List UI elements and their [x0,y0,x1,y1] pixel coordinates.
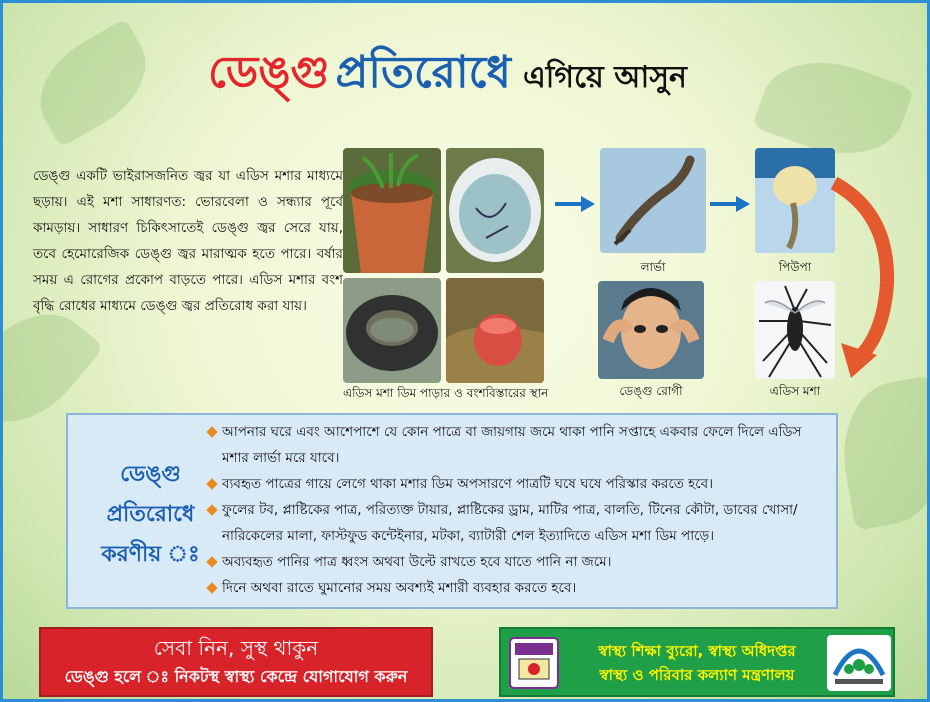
leaf-decoration [21,18,165,147]
measure-item: দিনে অথবা রাতে ঘুমানোর সময় অবশ্যই মশারী ব্যবহার করতে হবে। [208,575,828,601]
measures-heading [78,455,223,575]
poster-title [208,39,687,112]
intro-paragraph: ডেঙ্গু একটি ভাইরাসজনিত জ্বর যা এডিস মশার মাধ্যমে ছড়ায়। এই মশা সাধারণত: ভোরবেলা ও সন্ধ্যার পূর্বে কামড়ায়। সাধারণ চিকিৎসাতেই ডেঙ্গু জ্বর সেরে যায়, তবে হেমোরেজিক ডেঙ্গু জ্বর মারাত্মক হতে পারে। বর্ষার সময় এ রোগের প্রকোপ বাড়তে পারে। এডিস মশার বংশ বৃদ্ধি রোধের মাধ্যমে ডেঙ্গু জ্বর প্রতিরোধ করা যায়। [33,168,343,314]
title-come-forward: এগিয়ে আসুন [522,60,687,95]
larva-caption: লার্ভা [640,260,666,274]
dengue-patient-photo [598,281,704,379]
measure-item: ফুলের টব, প্লাষ্টিকের পাত্র, পরিত্যক্ত টায়ার, প্লাষ্টিকের ড্রাম, মাটির পাত্র, বালতি, টিনের কৌটা, ডাবের খোসা/নারিকেলের মালা, ফাস্টফুড কন্টেইনার, মটকা, ব্যাটারী শেল ইত্যাদিতে এডিস মশা ডিম পাড়ে। [208,497,828,549]
preventive-measures-box [66,413,838,609]
mosquito-caption: এডিস মশা [769,384,821,398]
container-photo [446,278,544,383]
patient-caption: ডেঙ্গু রোগী [619,384,683,398]
arrow-right-icon [553,193,597,215]
ministry-banner [499,627,895,697]
seek-care-banner [39,627,433,697]
seek-care-line1: সেবা নিন, সুস্থ থাকুন [153,636,319,660]
ministry-name: স্বাস্থ্য ও পরিবার কল্যাণ মন্ত্রণালয় [599,666,795,684]
measure-item: ব্যবহৃত পাত্রের গায়ে লেগে থাকা মশার ডিম অপসারণে পাত্রটি ঘষে ঘষে পরিস্কার করতে হবে। [208,471,828,497]
pupa-caption: পিউপা [778,260,812,274]
title-prevention: প্রতিরোধে [335,47,511,98]
ministry-logo-icon [827,635,891,691]
pupa-photo [755,148,835,253]
bureau-name: স্বাস্থ্য শিক্ষা ব্যুরো, স্বাস্থ্য অধিদপ্তর [598,642,796,660]
arrow-right-icon [708,193,752,215]
measure-item: অব্যবহৃত পানির পাত্র ধ্বংস অথবা উল্টে রাখতে হবে যাতে পানি না জমে। [208,549,828,575]
measures-heading-line1: ডেঙ্গু প্রতিরোধে [106,462,195,527]
leaf-decoration [832,375,930,530]
flower-pot-photo [343,148,441,273]
measures-heading-line2: করণীয় ঃ [101,542,200,567]
aedes-mosquito-photo [755,281,835,379]
seek-care-line2: ডেঙ্গু হলে ঃ নিকটস্থ স্বাস্থ্য কেন্দ্রে যোগাযোগ করুন [64,667,408,686]
measures-list [208,419,828,601]
cycle-arrow-icon [829,173,899,383]
tyre-photo [343,278,441,383]
title-dengue: ডেঙ্গু [208,47,330,98]
breeding-caption: এডিস মশা ডিম পাড়ার ও বংশবিস্তারের স্থান [343,386,549,400]
measure-item: আপনার ঘরে এবং আশেপাশে যে কোন পাত্রে বা জায়গায় জমে থাকা পানি সপ্তাহে একবার ফেলে দিলে এডিস মশার লার্ভা মরে যাবে। [208,419,828,471]
water-bucket-photo [446,148,544,273]
larva-photo [600,148,706,253]
health-bureau-logo-icon [509,637,559,689]
